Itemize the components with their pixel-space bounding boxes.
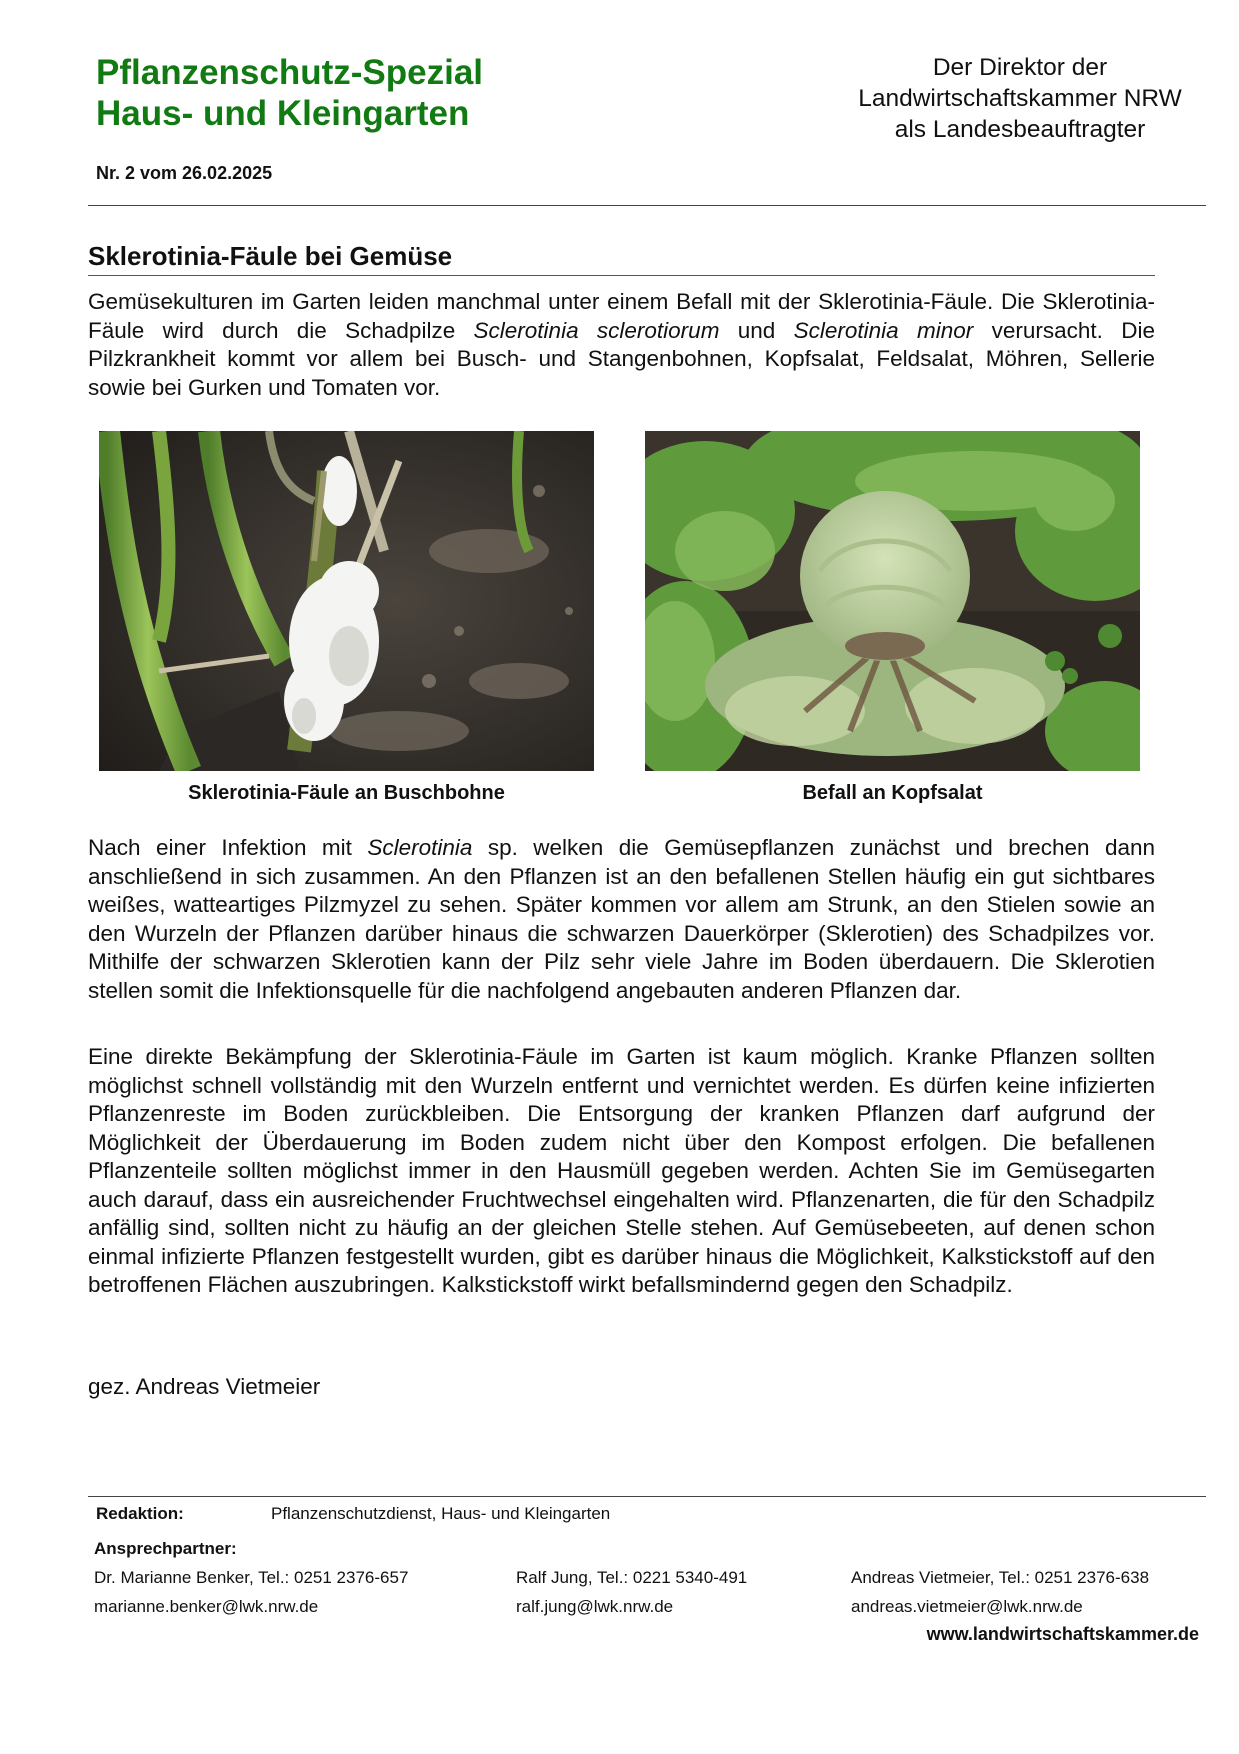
intro-paragraph (88, 288, 1155, 402)
intro-text-1: Gemüsekulturen im Garten leiden manchmal unter einem Befall mit der Sklerotinia-Fäule. Die Sklerotinia-Fäule wird durch die Schadpilze (88, 289, 1155, 343)
publisher-line-1: Der Direktor der (932, 54, 1108, 81)
publisher-block (820, 52, 1220, 145)
newsletter-title (96, 52, 483, 134)
lettuce-photo (645, 431, 1140, 771)
contact-email-link[interactable]: ralf.jung@lwk.nrw.de (516, 1597, 674, 1616)
publisher-line-2: Landwirtschaftskammer NRW (858, 85, 1182, 112)
species-name-1: Sclerotinia sclerotiorum (473, 317, 720, 343)
body-paragraph-1 (88, 834, 1155, 1005)
issue-number: Nr. 2 vom 26.02.2025 (96, 163, 273, 183)
figure-caption: Befall an Kopfsalat (802, 782, 983, 804)
header-divider (88, 205, 1206, 206)
title-line-2: Haus- und Kleingarten (96, 94, 470, 133)
species-name-2: Sclerotinia minor (793, 317, 974, 343)
contact-email-link[interactable]: andreas.vietmeier@lwk.nrw.de (851, 1597, 1083, 1616)
contact-name: Ralf Jung, Tel.: 0221 5340-491 (516, 1568, 748, 1587)
bean-plant-photo (99, 431, 594, 771)
contact-name: Dr. Marianne Benker, Tel.: 0251 2376-657 (94, 1568, 409, 1587)
website-link[interactable]: www.landwirtschaftskammer.de (926, 1624, 1199, 1644)
editor-label: Redaktion: (96, 1504, 184, 1523)
footer-divider (88, 1496, 1206, 1497)
article-title: Sklerotinia-Fäule bei Gemüse (88, 241, 453, 271)
signature: gez. Andreas Vietmeier (88, 1374, 321, 1399)
contacts-label: Ansprechpartner: (94, 1539, 237, 1558)
contact-name: Andreas Vietmeier, Tel.: 0251 2376-638 (851, 1568, 1150, 1587)
publisher-line-3: als Landesbeauftragter (894, 116, 1146, 143)
body1-text-2: sp. welken die Gemüsepflanzen zunächst und brechen dann anschließend in sich zusammen. An den Pflanzen ist an den befallenen Stellen häufig ein gut sichtbares weißes, watteartiges Pilzmyzel zu sehen. Später kommen vor allem am Strunk, an den Stielen sowie an den Wurzeln der Pflanzen darüber hinaus die schwarzen Dauerkörper (Sklerotien) des Schadpilzes vor. Mithilfe der schwarzen Sklerotien kann der Pilz sehr viele Jahre im Boden überdauern. Die Sklerotien stellen somit die Infektionsquelle für die nachfolgend angebauten anderen Pflanzen dar. (88, 835, 1155, 1003)
intro-text-2: und (719, 317, 794, 343)
editor-value: Pflanzenschutzdienst, Haus- und Kleingarten (271, 1504, 611, 1523)
genus-name: Sclerotinia (367, 835, 473, 860)
contact-email-link[interactable]: marianne.benker@lwk.nrw.de (94, 1597, 319, 1616)
intro-text-3: verursacht. Die Pilzkrankheit kommt vor allem bei Busch- und Stangenbohnen, Kopfsalat, Feldsalat, Möhren, Sellerie sowie bei Gurken und Tomaten vor. (88, 317, 1155, 400)
body-paragraph-2: Eine direkte Bekämpfung der Sklerotinia-Fäule im Garten ist kaum möglich. Kranke Pflanzen sollten möglichst schnell vollständig mit den Wurzeln entfernt und vernichtet werden. Es dürfen keine infizierten Pflanzenreste im Boden zurückbleiben. Die Entsorgung der kranken Pflanzen darf aufgrund der Möglichkeit der Überdauerung im Boden zudem nicht über den Kompost erfolgen. Die befallenen Pflanzenteile sollten möglichst immer in den Hausmüll gegeben werden. Achten Sie im Gemüsegarten auch darauf, dass ein ausreichender Fruchtwechsel eingehalten wird. Pflanzenarten, die für den Schadpilz anfällig sind, sollten nicht zu häufig an der gleichen Stelle stehen. Auf Gemüsebeeten, auf denen schon einmal infizierte Pflanzen festgestellt wurden, gibt es darüber hinaus die Möglichkeit, Kalkstickstoff auf den betroffenen Flächen auszubringen. Kalkstickstoff wirkt befallsmindernd gegen den Schadpilz. (88, 1044, 1155, 1297)
title-divider (88, 275, 1155, 276)
figure-caption: Sklerotinia-Fäule an Buschbohne (188, 782, 505, 804)
title-line-1: Pflanzenschutz-Spezial (96, 53, 484, 92)
body1-text-1: Nach einer Infektion mit (88, 835, 368, 860)
